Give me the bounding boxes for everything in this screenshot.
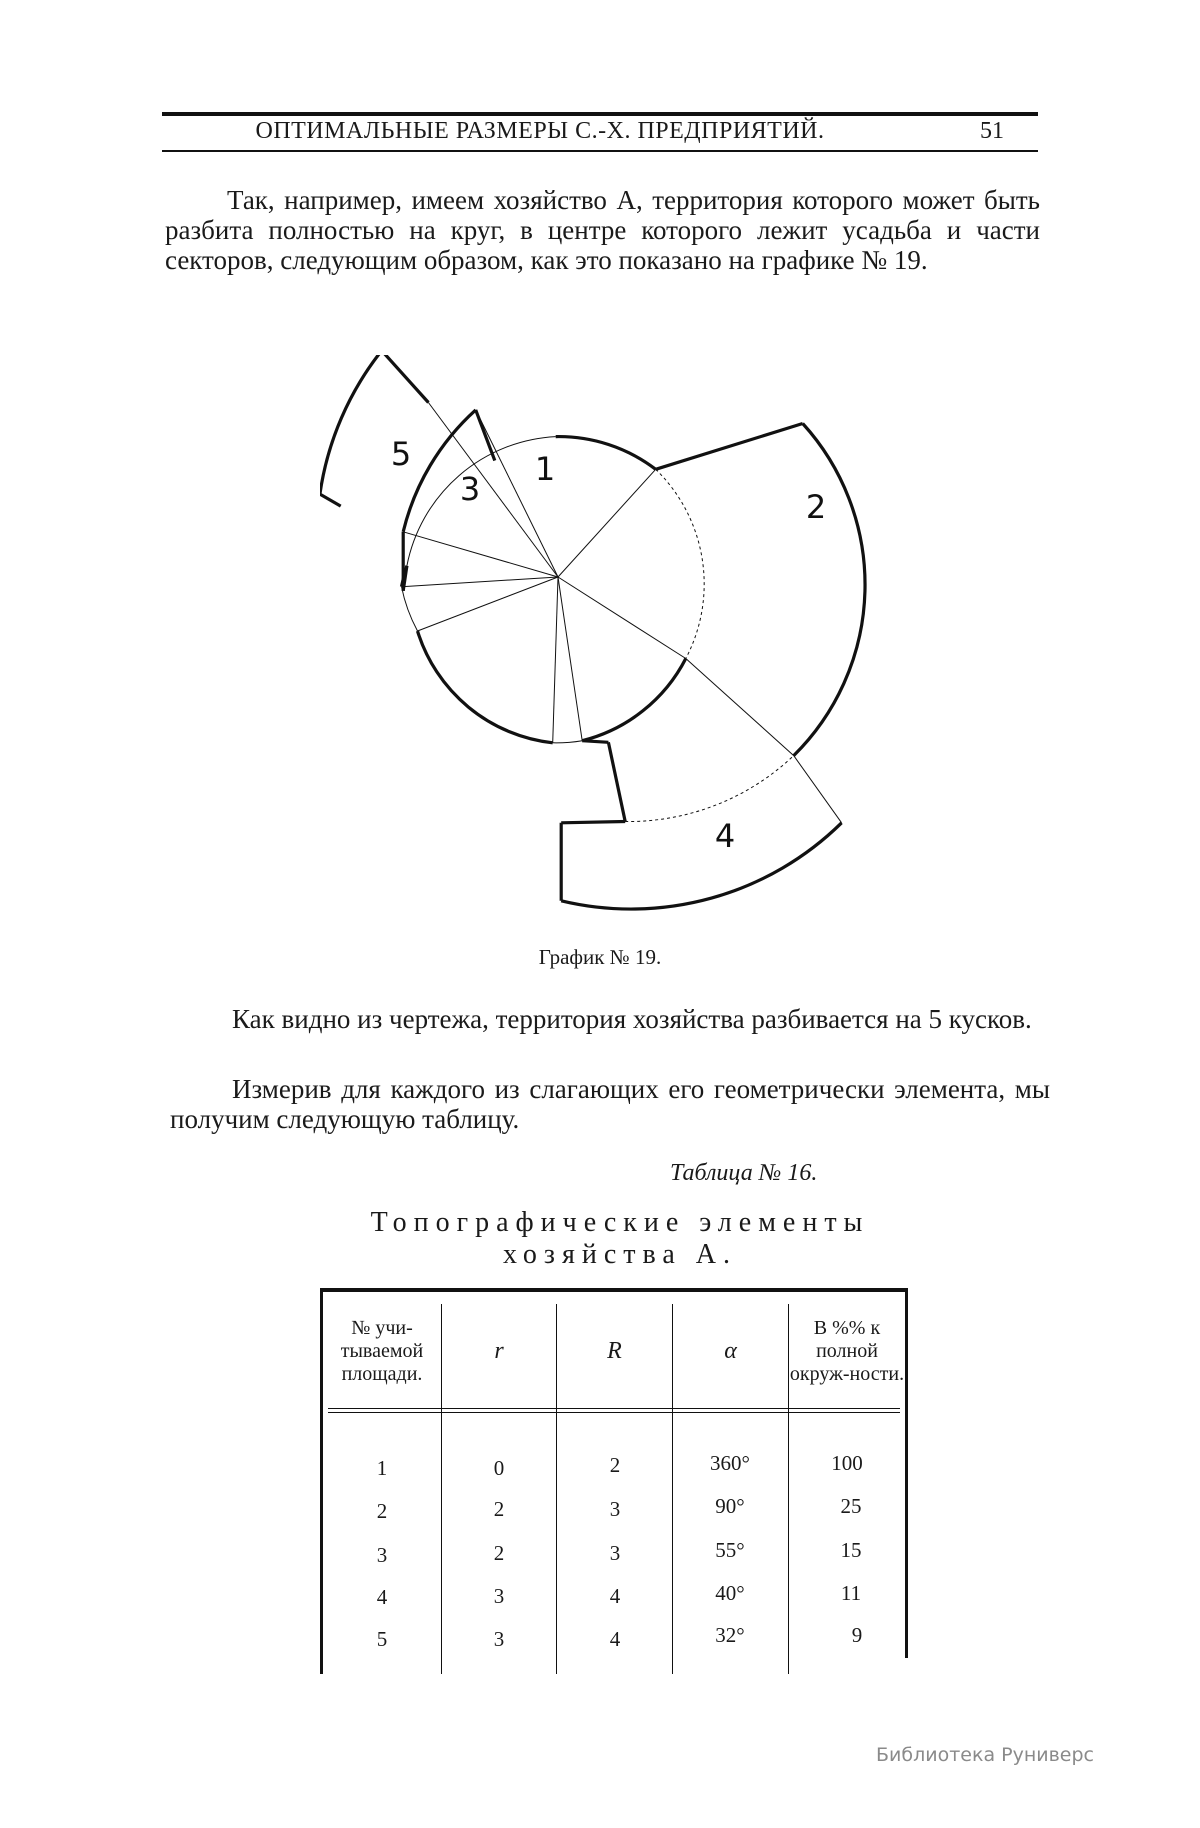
table-cell: 4 [609, 1627, 621, 1651]
table-cell: 32° [715, 1623, 745, 1647]
table-cell: 5 [376, 1627, 388, 1651]
library-watermark: Библиотека Руниверс [876, 1744, 1094, 1766]
table-cell: 0 [493, 1456, 505, 1480]
table-cell: 4 [609, 1584, 621, 1608]
area-4-sector [561, 741, 841, 909]
header-top-rule [162, 112, 1038, 116]
header-r: r [494, 1337, 504, 1364]
table-cell: 2 [493, 1541, 505, 1565]
page-number: 51 [980, 118, 1004, 144]
figure-caption: График № 19. [538, 945, 662, 969]
table-cell: 2 [493, 1497, 505, 1521]
table-cell: 3 [609, 1541, 621, 1565]
area-5-sector [320, 355, 428, 506]
table-cell: 3 [609, 1497, 621, 1521]
intro-paragraph: Так, например, имеем хозяйство А, территория которого может быть разбита полностью на круг, в центре которого лежит усадьба и части секторов, следующим образом, как это показано на графике № 19. [165, 185, 1040, 275]
table-cell: 3 [376, 1543, 388, 1567]
header-R: R [607, 1337, 622, 1364]
label-area-3: 3 [459, 470, 481, 508]
paragraph-2: Как видно из чертежа, территория хозяйства разбивается на 5 кусков. [232, 1004, 1032, 1034]
header-alpha: α [724, 1337, 737, 1364]
header-percent: В %% к полной окруж-ности. [789, 1316, 905, 1385]
label-area-1: 1 [534, 450, 556, 488]
area-2-sector [656, 424, 865, 756]
table-cell: 3 [493, 1627, 505, 1651]
running-header: ОПТИМАЛЬНЫЕ РАЗМЕРЫ С.-Х. ПРЕДПРИЯТИЙ. [255, 118, 825, 144]
table-cell: 25 [840, 1494, 862, 1518]
table-header-rule-1 [328, 1408, 900, 1409]
table-cell: 11 [840, 1581, 862, 1605]
table-number: Таблица № 16. [670, 1160, 818, 1186]
table-cell: 15 [840, 1538, 862, 1562]
label-area-5: 5 [390, 435, 412, 473]
table-cell: 100 [831, 1451, 863, 1475]
table-cell: 40° [715, 1581, 745, 1605]
table-top-rule [320, 1288, 908, 1292]
header-bottom-rule [162, 150, 1038, 152]
label-area-4: 4 [714, 817, 736, 855]
table-cell: 9 [851, 1623, 863, 1647]
label-area-2: 2 [805, 488, 827, 526]
sector-diagram [320, 355, 880, 915]
table-cell: 55° [715, 1538, 745, 1562]
table-title: Топографические элементы хозяйства А. [370, 1207, 870, 1270]
header-area-number: № учи-тываемой площади. [340, 1316, 424, 1385]
table-header-rule-2 [328, 1412, 900, 1413]
table-cell: 360° [710, 1451, 750, 1475]
area-3-sector [403, 410, 495, 591]
table-cell: 2 [376, 1499, 388, 1523]
table-cell: 4 [376, 1585, 388, 1609]
table-cell: 2 [609, 1453, 621, 1477]
table-cell: 3 [493, 1584, 505, 1608]
table-cell: 90° [715, 1494, 745, 1518]
paragraph-3: Измерив для каждого из слагающих его геометрически элемента, мы получим следующую таблицу. [170, 1074, 1050, 1134]
table-cell: 1 [376, 1456, 388, 1480]
